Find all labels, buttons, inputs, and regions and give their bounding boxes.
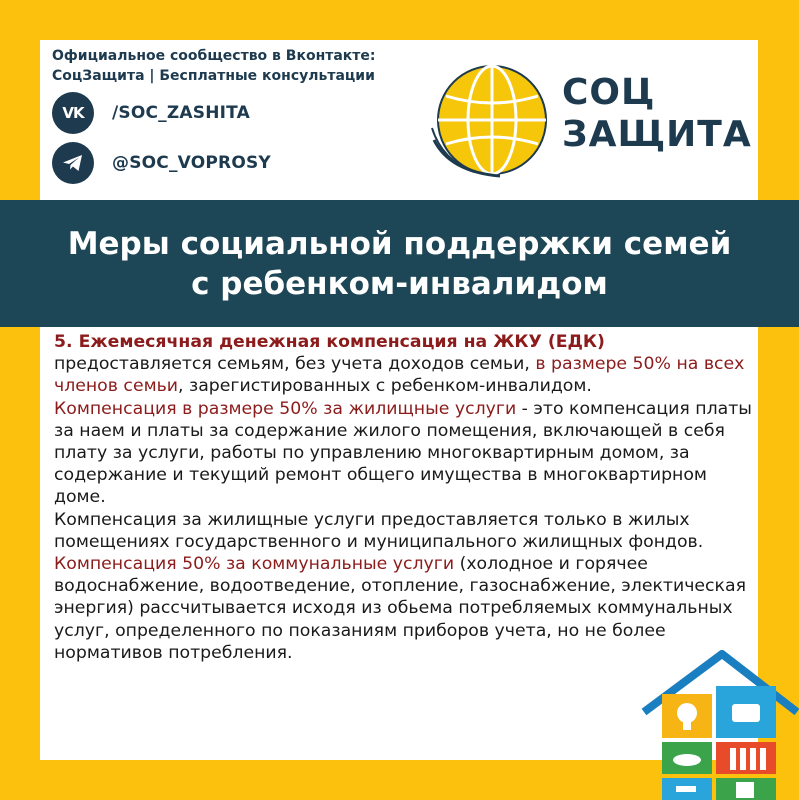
- header-card: [40, 40, 758, 200]
- paragraph-utilities: [54, 553, 754, 664]
- paragraph-4-highlight: Компенсация 50% за коммунальные услуги: [54, 554, 455, 575]
- paragraph-edk: [54, 331, 754, 398]
- telegram-handle: @SOC_VOPROSY: [112, 153, 271, 173]
- community-line-1: Официальное сообщество в Вконтакте:: [52, 48, 376, 64]
- title-line-1: Меры социальной поддержки семей: [67, 225, 732, 262]
- paragraph-2-text: - это компенсация платы за наем и платы за содержание жилого помещения, включающей в себя плату за услуги, работы по управлению многоквартирным домом, за содержание и текущий ремонт общего имущества в многоквартирном доме.: [54, 398, 752, 508]
- page-title: [30, 224, 770, 304]
- telegram-link[interactable]: [52, 142, 271, 184]
- community-line-2: СоцЗащита | Бесплатные консультации: [52, 68, 375, 84]
- brand-name: [562, 72, 752, 156]
- globe-logo-icon: [430, 58, 554, 182]
- body-text: [54, 331, 754, 664]
- brand-line-1: СОЦ: [562, 72, 656, 113]
- paragraph-housing: [54, 398, 754, 509]
- vk-icon: VK: [52, 92, 94, 134]
- paragraph-2-highlight: Компенсация в размере 50% за жилищные услуги: [54, 398, 517, 419]
- utilities-house-icon: [640, 650, 799, 800]
- title-line-2: с ребенком-инвалидом: [191, 265, 608, 302]
- paragraph-1-highlight: в размере 50% на всех членов семьи: [54, 354, 745, 397]
- title-band: [0, 200, 799, 327]
- paragraph-funds: Компенсация за жилищные услуги предоставляется только в жилых помещениях государственного и муниципального жилищных фондов.: [54, 509, 704, 552]
- paragraph-1-text-b: , зарегистированных с ребенком-инвалидом.: [178, 376, 592, 397]
- section-heading: 5. Ежемесячная денежная компенсация на ЖКУ (ЕДК): [54, 332, 605, 352]
- telegram-icon: [52, 142, 94, 184]
- vk-handle: /SOC_ZASHITA: [112, 103, 250, 123]
- paragraph-4-text: (холодное и горячее водоснабжение, водоотведение, отопление, газоснабжение, электическая энергия) рассчитывается исходя из обьема потребляемых коммунальных услуг, определенного по показаниям приборов учета, но не более нормативов потребления.: [54, 554, 746, 663]
- community-caption: [52, 46, 376, 86]
- vk-link[interactable]: [52, 92, 250, 134]
- paragraph-1-text-a: предоставляется семьям, без учета доходов семьи,: [54, 354, 536, 375]
- brand-line-2: ЗАЩИТА: [562, 114, 752, 155]
